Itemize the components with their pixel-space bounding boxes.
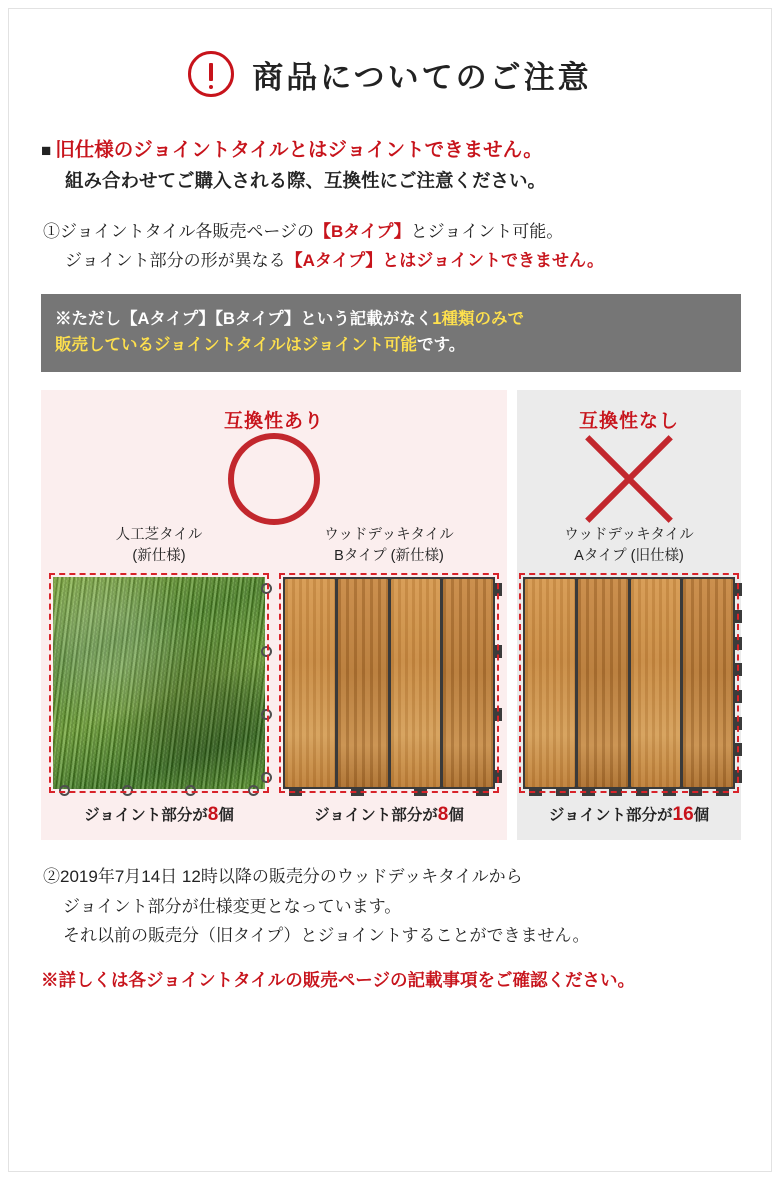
- bullet-square: ■: [41, 141, 52, 160]
- cross-mark-wrap: [517, 433, 741, 525]
- tile-caption-line2: Bタイプ (新仕様): [334, 548, 444, 565]
- item-1-line2: [65, 246, 771, 275]
- lead-line-2: 組み合わせてご購入される際、互換性にご注意ください。: [65, 170, 547, 192]
- tile-foot-count: 8: [207, 804, 219, 826]
- incompatible-panel: [517, 390, 741, 840]
- joint-nubs-right: [493, 583, 502, 783]
- joint-nub: [733, 610, 742, 623]
- joint-nubs-bottom: [529, 787, 729, 796]
- item-1-line2-c: とはジョイントできません。: [382, 251, 604, 271]
- circle-mark-wrap: [41, 433, 507, 525]
- joint-nub: [414, 787, 427, 796]
- wood-b-tile-image: [283, 577, 495, 789]
- lead-line-1: [41, 135, 771, 165]
- joint-nub: [733, 717, 742, 730]
- item-2-line2: ジョイント部分が仕様変更となっています。: [63, 896, 402, 916]
- tile-caption-line1: ウッドデッキタイル: [324, 527, 454, 544]
- item-1: [43, 217, 771, 275]
- item-1-line2-b: 【Aタイプ】: [285, 251, 383, 271]
- joint-nub: [289, 787, 302, 796]
- joint-nub: [493, 708, 502, 721]
- joint-nub: [733, 690, 742, 703]
- tile-foot-prefix: ジョイント部分が: [548, 807, 673, 825]
- joint-nub: [185, 785, 196, 796]
- item-2: [43, 862, 771, 951]
- tile-caption-line1: ウッドデッキタイル: [564, 527, 694, 544]
- joint-nub: [733, 743, 742, 756]
- joint-nub: [663, 787, 676, 796]
- incompatible-tiles: [517, 525, 741, 826]
- joint-nub: [59, 785, 70, 796]
- item-2-line3: それ以前の販売分（旧タイプ）とジョイントすることができません。: [63, 926, 590, 946]
- item-1-line1-c: とジョイント可能。: [410, 222, 564, 242]
- circle-mark-icon: [228, 433, 320, 525]
- joint-nubs-right: [261, 583, 272, 783]
- wood-plank: [578, 579, 628, 787]
- tile-foot-suffix: 個: [218, 807, 234, 825]
- grass-tile-image: [53, 577, 265, 789]
- tile-item: [523, 525, 735, 826]
- incompatible-heading: 互換性なし: [578, 411, 679, 433]
- note-band-line2: [55, 332, 727, 359]
- lead-text-1: 旧仕様のジョイントタイルとはジョイントできません。: [55, 139, 543, 161]
- item-2-line1: 2019年7月14日 12時以降の販売分のウッドデッキタイルから: [60, 867, 523, 887]
- wood-plank: [443, 579, 493, 787]
- wood-a-tile-image: [523, 577, 735, 789]
- exclamation-circle-icon: [188, 51, 234, 97]
- note-band-line1-b: 【Aタイプ】【Bタイプ】: [121, 309, 301, 328]
- tile-foot: [283, 803, 495, 826]
- joint-nub: [248, 785, 259, 796]
- item-1-line1-a: ジョイントタイル各販売ページの: [60, 222, 314, 242]
- joint-nub: [733, 637, 742, 650]
- tile-foot-suffix: 個: [693, 807, 710, 825]
- wood-plank: [285, 579, 335, 787]
- notice-page: [8, 8, 772, 1172]
- item-1-line2-a: ジョイント部分の形が異なる: [65, 251, 286, 271]
- grass-surface: [53, 577, 265, 789]
- comparison-area: [41, 390, 741, 840]
- tile-caption: [523, 525, 735, 571]
- joint-nub: [493, 583, 502, 596]
- wood-plank: [391, 579, 441, 787]
- joint-nub: [582, 787, 595, 796]
- joint-nub: [733, 583, 742, 596]
- joint-nub: [351, 787, 364, 796]
- joint-nub: [476, 787, 489, 796]
- tile-item: [53, 525, 265, 826]
- joint-nub: [261, 646, 272, 657]
- compatible-panel: [41, 390, 507, 840]
- tile-foot-suffix: 個: [448, 807, 464, 825]
- compatible-tiles: [41, 525, 507, 826]
- joint-nubs-bottom: [289, 787, 489, 796]
- tile-foot: [53, 803, 265, 826]
- wood-surface: [523, 577, 735, 789]
- wood-surface: [283, 577, 495, 789]
- item-1-line1-b: 【Bタイプ】: [313, 222, 411, 242]
- joint-nub: [529, 787, 542, 796]
- joint-nub: [733, 770, 742, 783]
- wood-plank: [631, 579, 681, 787]
- tile-caption: [283, 525, 495, 571]
- wood-plank: [683, 579, 733, 787]
- joint-nub: [716, 787, 729, 796]
- joint-nub: [261, 709, 272, 720]
- joint-nub: [261, 583, 272, 594]
- item-1-marker: ①: [43, 222, 60, 242]
- cross-mark-icon: [583, 433, 675, 525]
- note-band-line1-a: ※ただし: [55, 309, 121, 328]
- item-2-marker: ②: [43, 867, 60, 887]
- tile-foot-count: 8: [437, 804, 449, 826]
- note-band: [41, 294, 741, 372]
- tile-item: [283, 525, 495, 826]
- tile-foot-prefix: ジョイント部分が: [84, 807, 208, 825]
- joint-nubs-bottom: [59, 785, 259, 796]
- tile-caption: [53, 525, 265, 571]
- wood-plank: [525, 579, 575, 787]
- joint-nub: [261, 772, 272, 783]
- tile-caption-line1: 人工芝タイル: [115, 527, 203, 544]
- final-note: ※詳しくは各ジョイントタイルの販売ページの記載事項をご確認ください。: [41, 969, 635, 990]
- note-band-line2-b: です。: [417, 336, 466, 355]
- tile-caption-line2: (新仕様): [132, 548, 186, 565]
- joint-nub: [609, 787, 622, 796]
- joint-nub: [689, 787, 702, 796]
- note-band-line1-c: という記載がなく: [300, 309, 433, 328]
- tile-foot: [523, 803, 735, 826]
- note-band-line2-a: 販売しているジョイントタイルはジョイント可能: [55, 336, 418, 355]
- tile-foot-count: 16: [672, 804, 694, 826]
- page-title: 商品についてのご注意: [252, 59, 592, 95]
- joint-nubs-right: [733, 583, 742, 783]
- joint-nub: [122, 785, 133, 796]
- compatible-heading: 互換性あり: [223, 411, 324, 433]
- note-band-line1-d: 1種類のみで: [432, 309, 524, 328]
- joint-nub: [733, 663, 742, 676]
- page-title-row: [9, 51, 771, 97]
- tile-caption-line2: Aタイプ (旧仕様): [574, 548, 684, 565]
- joint-nub: [636, 787, 649, 796]
- tile-foot-prefix: ジョイント部分が: [314, 807, 438, 825]
- joint-nub: [493, 645, 502, 658]
- joint-nub: [556, 787, 569, 796]
- wood-plank: [338, 579, 388, 787]
- joint-nub: [493, 770, 502, 783]
